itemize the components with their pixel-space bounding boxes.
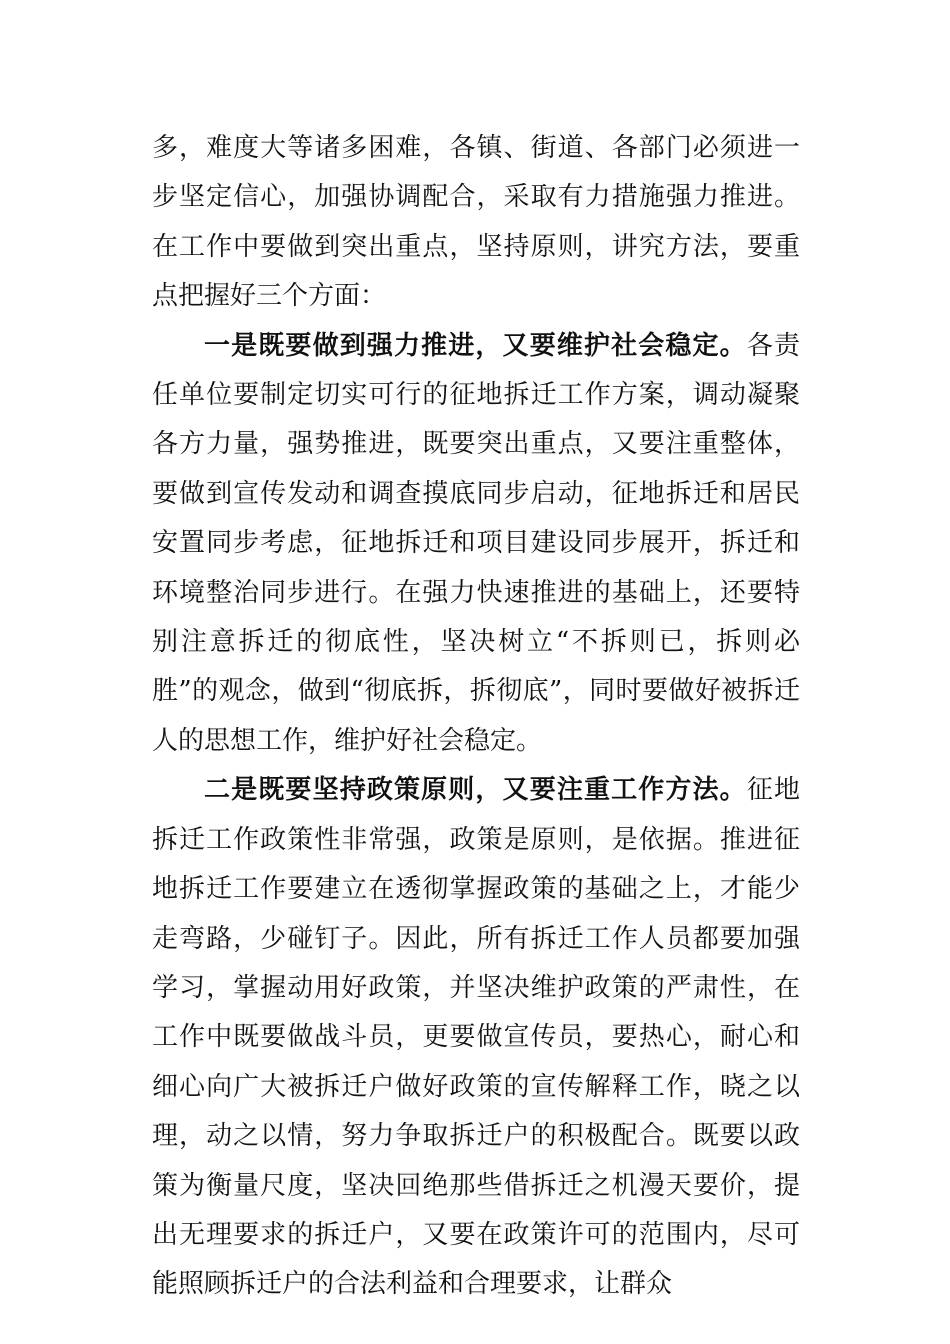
- paragraph-text: 多，难度大等诸多困难，各镇、街道、各部门必须进一步坚定信心，加强协调配合，采取有力措施强力推进。在工作中要做到突出重点，坚持原则，讲究方法，要重点把握好三个方面：: [152, 133, 800, 312]
- paragraph-lead-heading: 一是既要做到强力推进，又要维护社会稳定。: [204, 330, 747, 361]
- document-body: [152, 124, 800, 1310]
- paragraph-continuation: [152, 124, 800, 322]
- paragraph-text: 征地拆迁工作政策性非常强，政策是原则，是依据。推进征地拆迁工作要建立在透彻掌握政策的基础之上，才能少走弯路，少碰钉子。因此，所有拆迁工作人员都要加强学习，掌握动用好政策，并坚决维护政策的严肃性，在工作中既要做战斗员，更要做宣传员，要热心，耐心和细心向广大被拆迁户做好政策的宣传解释工作，晓之以理，动之以情，努力争取拆迁户的积极配合。既要以政策为衡量尺度，坚决回绝那些借拆迁之机漫天要价，提出无理要求的拆迁户，又要在政策许可的范围内，尽可能照顾拆迁户的合法利益和合理要求，让群众: [152, 775, 800, 1300]
- paragraph-text: 各责任单位要制定切实可行的征地拆迁工作方案，调动凝聚各方力量，强势推进，既要突出重点，又要注重整体，要做到宣传发动和调查摸底同步启动，征地拆迁和居民安置同步考虑，征地拆迁和项目建设同步展开，拆迁和环境整治同步进行。在强力快速推进的基础上，还要特别注意拆迁的彻底性，坚决树立“不拆则已，拆则必胜”的观念，做到“彻底拆，拆彻底”，同时要做好被拆迁人的思想工作，维护好社会稳定。: [152, 330, 800, 756]
- paragraph-lead-heading: 二是既要坚持政策原则，又要注重工作方法。: [204, 775, 747, 806]
- paragraph-point-one: [152, 322, 800, 767]
- paragraph-point-two: [152, 766, 800, 1309]
